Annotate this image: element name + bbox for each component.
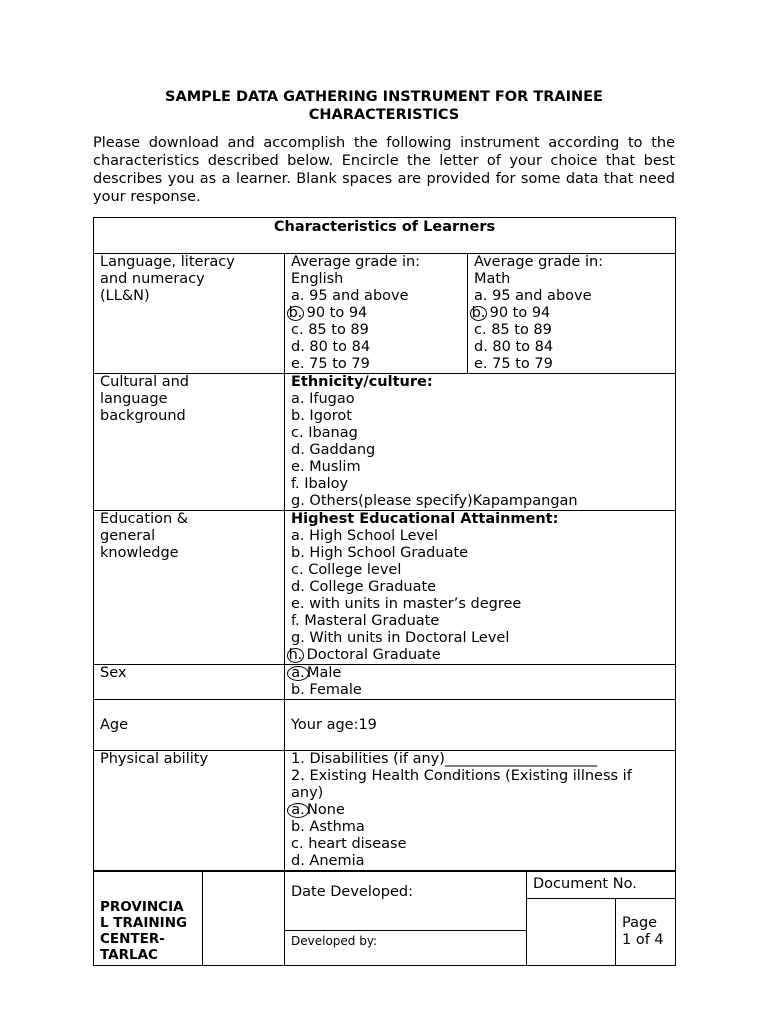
- sex-option-b[interactable]: b. Female: [291, 682, 362, 698]
- culture-option[interactable]: c. Ibanag: [291, 425, 358, 441]
- education-option-h[interactable]: h. Doctoral Graduate: [288, 647, 441, 663]
- instructions-paragraph: Please download and accomplish the following instrument according to the characteristics described below. Encircle the letter of your choice that best describes you as a learner. Blank spaces are provided for some data that need your response.: [93, 135, 675, 205]
- document-no-value: [527, 899, 616, 966]
- circled-choice: h.: [288, 647, 303, 663]
- table-row-lln: [94, 254, 676, 374]
- education-label: Education & general knowledge: [94, 511, 285, 665]
- table-header: Characteristics of Learners: [94, 218, 676, 254]
- education-option[interactable]: a. High School Level: [291, 528, 439, 544]
- education-option[interactable]: g. With units in Doctoral Level: [291, 630, 510, 646]
- table-row-education: [94, 511, 676, 665]
- developed-by-cell: Developed by:: [285, 931, 527, 966]
- culture-option[interactable]: b. Igorot: [291, 408, 352, 424]
- logo-placeholder: [203, 872, 285, 966]
- culture-option-others[interactable]: g. Others(please specify)Kapampangan: [291, 493, 578, 509]
- math-grade-cell: Average grade in: Math a. 95 and above b. 90 to 94 c. 85 to 89 d. 80 to 84 e. 75 to 79: [468, 254, 676, 374]
- table-row-culture: [94, 374, 676, 511]
- math-option-a[interactable]: a. 95 and above: [474, 288, 592, 304]
- math-option-e[interactable]: e. 75 to 79: [474, 356, 553, 372]
- math-option-b[interactable]: b. 90 to 94: [471, 305, 551, 321]
- sex-label: Sex: [94, 665, 285, 700]
- health-option[interactable]: d. Anemia: [291, 853, 365, 869]
- education-option[interactable]: b. High School Graduate: [291, 545, 469, 561]
- circled-choice: b.: [471, 305, 486, 321]
- culture-option[interactable]: d. Gaddang: [291, 442, 376, 458]
- education-heading: Highest Educational Attainment:: [291, 511, 559, 527]
- organization-name: PROVINCIA L TRAINING CENTER- TARLAC: [94, 872, 203, 966]
- culture-option[interactable]: a. Ifugao: [291, 391, 355, 407]
- english-grade-cell: Average grade in: English a. 95 and above b. 90 to 94 c. 85 to 89 d. 80 to 84 e. 75 to 79: [285, 254, 468, 374]
- health-option-a[interactable]: a. None: [291, 802, 669, 819]
- age-value[interactable]: Your age:19: [285, 700, 676, 751]
- disabilities-field[interactable]: 1. Disabilities (if any)_____________________: [291, 751, 598, 767]
- math-option-d[interactable]: d. 80 to 84: [474, 339, 554, 355]
- table-row-sex: [94, 665, 676, 700]
- english-option-a[interactable]: a. 95 and above: [291, 288, 409, 304]
- physical-label: Physical ability: [94, 751, 285, 871]
- health-option[interactable]: c. heart disease: [291, 836, 407, 852]
- culture-option[interactable]: e. Muslim: [291, 459, 361, 475]
- circled-choice: a.: [287, 666, 309, 681]
- culture-option[interactable]: f. Ibaloy: [291, 476, 349, 492]
- health-conditions-question: 2. Existing Health Conditions (Existing illness if: [291, 768, 632, 784]
- page-number-cell: Page 1 of 4: [616, 899, 676, 966]
- culture-label: Cultural and language background: [94, 374, 285, 511]
- characteristics-table: [93, 217, 676, 871]
- sex-option-a[interactable]: a. Male: [291, 665, 669, 682]
- culture-options-cell: [285, 374, 676, 511]
- physical-options-cell: 1. Disabilities (if any)_____________________ 2. Existing Health Conditions (Existing illness if any) a. None b. Asthma c. heart disease d. Anemia: [285, 751, 676, 871]
- document-footer: [93, 871, 676, 966]
- title-line-2: CHARACTERISTICS: [308, 107, 460, 123]
- document-title: [93, 88, 675, 124]
- education-option[interactable]: d. College Graduate: [291, 579, 437, 595]
- circled-choice: a.: [287, 803, 309, 818]
- education-option[interactable]: c. College level: [291, 562, 402, 578]
- table-row-age: [94, 700, 676, 751]
- english-option-b[interactable]: b. 90 to 94: [288, 305, 368, 321]
- table-row-physical: [94, 751, 676, 871]
- age-label: Age: [94, 700, 285, 751]
- document-no-cell: Document No.: [527, 872, 676, 899]
- circled-choice: b.: [288, 305, 303, 321]
- date-developed-cell: Date Developed:: [285, 872, 527, 931]
- education-option[interactable]: e. with units in master’s degree: [291, 596, 522, 612]
- health-option[interactable]: b. Asthma: [291, 819, 365, 835]
- education-option[interactable]: f. Masteral Graduate: [291, 613, 440, 629]
- culture-heading: Ethnicity/culture:: [291, 374, 433, 390]
- english-option-c[interactable]: c. 85 to 89: [291, 322, 369, 338]
- english-option-e[interactable]: e. 75 to 79: [291, 356, 370, 372]
- education-options-cell: [285, 511, 676, 665]
- english-option-d[interactable]: d. 80 to 84: [291, 339, 371, 355]
- lln-label: Language, literacy and numeracy (LL&N): [94, 254, 285, 374]
- title-line-1: SAMPLE DATA GATHERING INSTRUMENT FOR TRAINEE: [165, 89, 603, 105]
- sex-options-cell: [285, 665, 676, 700]
- table-header-row: [94, 218, 676, 254]
- math-option-c[interactable]: c. 85 to 89: [474, 322, 552, 338]
